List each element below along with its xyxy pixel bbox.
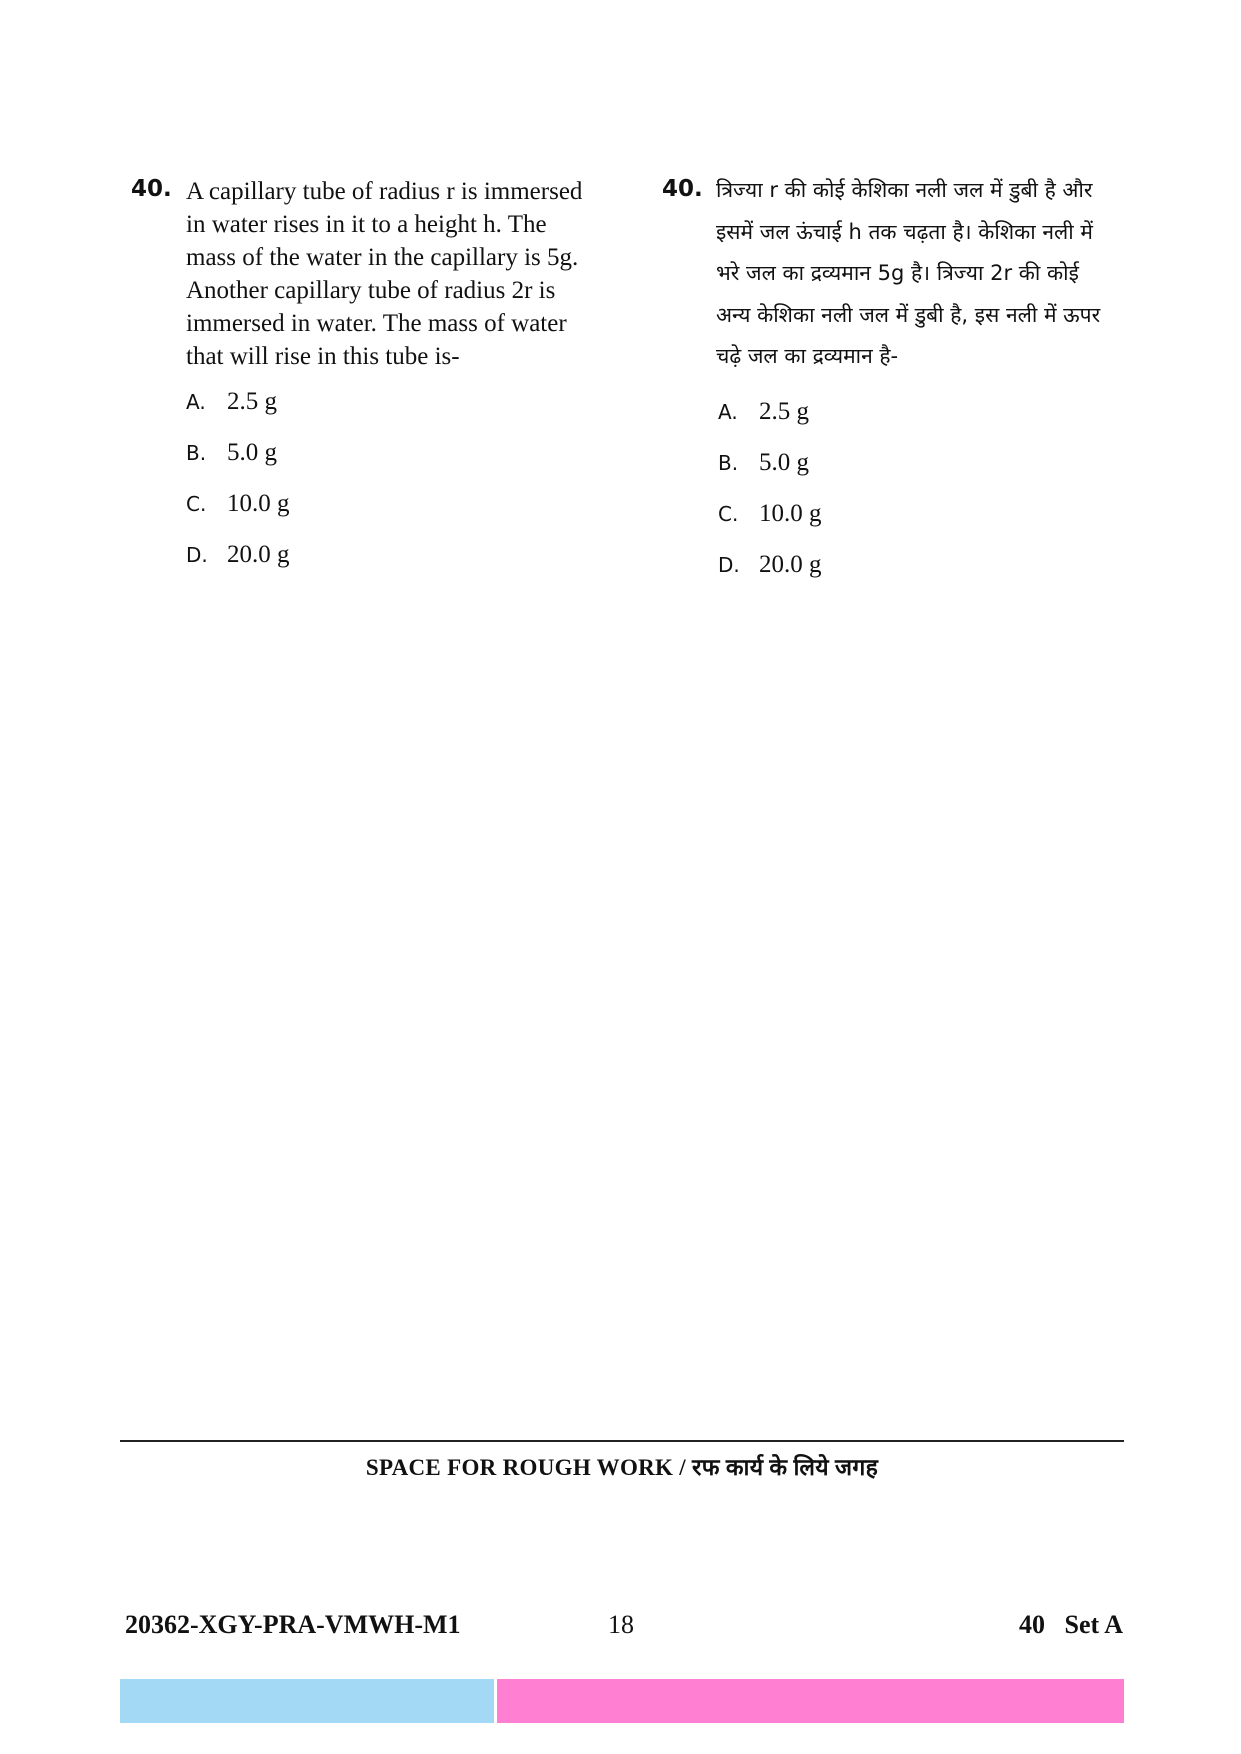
option-label: C. bbox=[718, 502, 739, 526]
question-line: A capillary tube of radius r is immersed bbox=[186, 178, 583, 205]
question-line: इसमें जल ऊंचाई h तक चढ़ता है। केशिका नली में bbox=[716, 219, 1093, 244]
option-value: 5.0 g bbox=[227, 439, 277, 466]
option-b-en bbox=[186, 439, 277, 467]
question-number-hi: 40. bbox=[662, 176, 703, 202]
option-a-en bbox=[186, 388, 277, 416]
option-label: C. bbox=[186, 492, 207, 516]
option-label: D. bbox=[186, 543, 208, 567]
option-d-hi bbox=[718, 551, 822, 579]
option-value: 2.5 g bbox=[759, 398, 809, 425]
option-value: 2.5 g bbox=[227, 388, 277, 415]
option-b-hi bbox=[718, 449, 809, 477]
question-line: immersed in water. The mass of water bbox=[186, 310, 567, 337]
option-label: A. bbox=[186, 390, 206, 414]
question-line: mass of the water in the capillary is 5g. bbox=[186, 244, 579, 271]
footer-band-pink bbox=[497, 1679, 1124, 1723]
question-line: that will rise in this tube is- bbox=[186, 343, 460, 370]
question-line: भरे जल का द्रव्यमान 5g है। त्रिज्या 2r की कोई bbox=[716, 261, 1079, 285]
rough-work-label: SPACE FOR ROUGH WORK / रफ कार्य के लिये जगह bbox=[365, 1455, 879, 1480]
footer-band-blue bbox=[120, 1679, 494, 1723]
option-label: B. bbox=[718, 451, 739, 475]
option-a-hi bbox=[718, 398, 809, 426]
rough-work-divider bbox=[120, 1440, 1124, 1442]
option-d-en bbox=[186, 541, 290, 569]
question-text-en bbox=[186, 175, 616, 373]
option-value: 10.0 g bbox=[759, 500, 822, 527]
question-line: चढ़े जल का द्रव्यमान है- bbox=[716, 344, 899, 368]
option-value: 10.0 g bbox=[227, 490, 290, 517]
option-label: B. bbox=[186, 441, 207, 465]
option-c-hi bbox=[718, 500, 822, 528]
question-line: Another capillary tube of radius 2r is bbox=[186, 277, 556, 304]
option-value: 20.0 g bbox=[759, 551, 822, 578]
option-c-en bbox=[186, 490, 290, 518]
question-line: in water rises in it to a height h. The bbox=[186, 211, 547, 238]
question-line: त्रिज्या r की कोई केशिका नली जल में डुबी है और bbox=[716, 178, 1093, 202]
question-number-en: 40. bbox=[131, 176, 172, 202]
option-value: 20.0 g bbox=[227, 541, 290, 568]
option-value: 5.0 g bbox=[759, 449, 809, 476]
option-label: A. bbox=[718, 400, 738, 424]
question-line: अन्य केशिका नली जल में डुबी है, इस नली में ऊपर bbox=[716, 302, 1101, 327]
option-label: D. bbox=[718, 553, 740, 577]
set-label: 40 Set A bbox=[1019, 1610, 1123, 1639]
question-text-hi bbox=[716, 170, 1136, 378]
page-number: 18 bbox=[608, 1610, 634, 1639]
booklet-code: 20362-XGY-PRA-VMWH-M1 bbox=[125, 1610, 461, 1639]
